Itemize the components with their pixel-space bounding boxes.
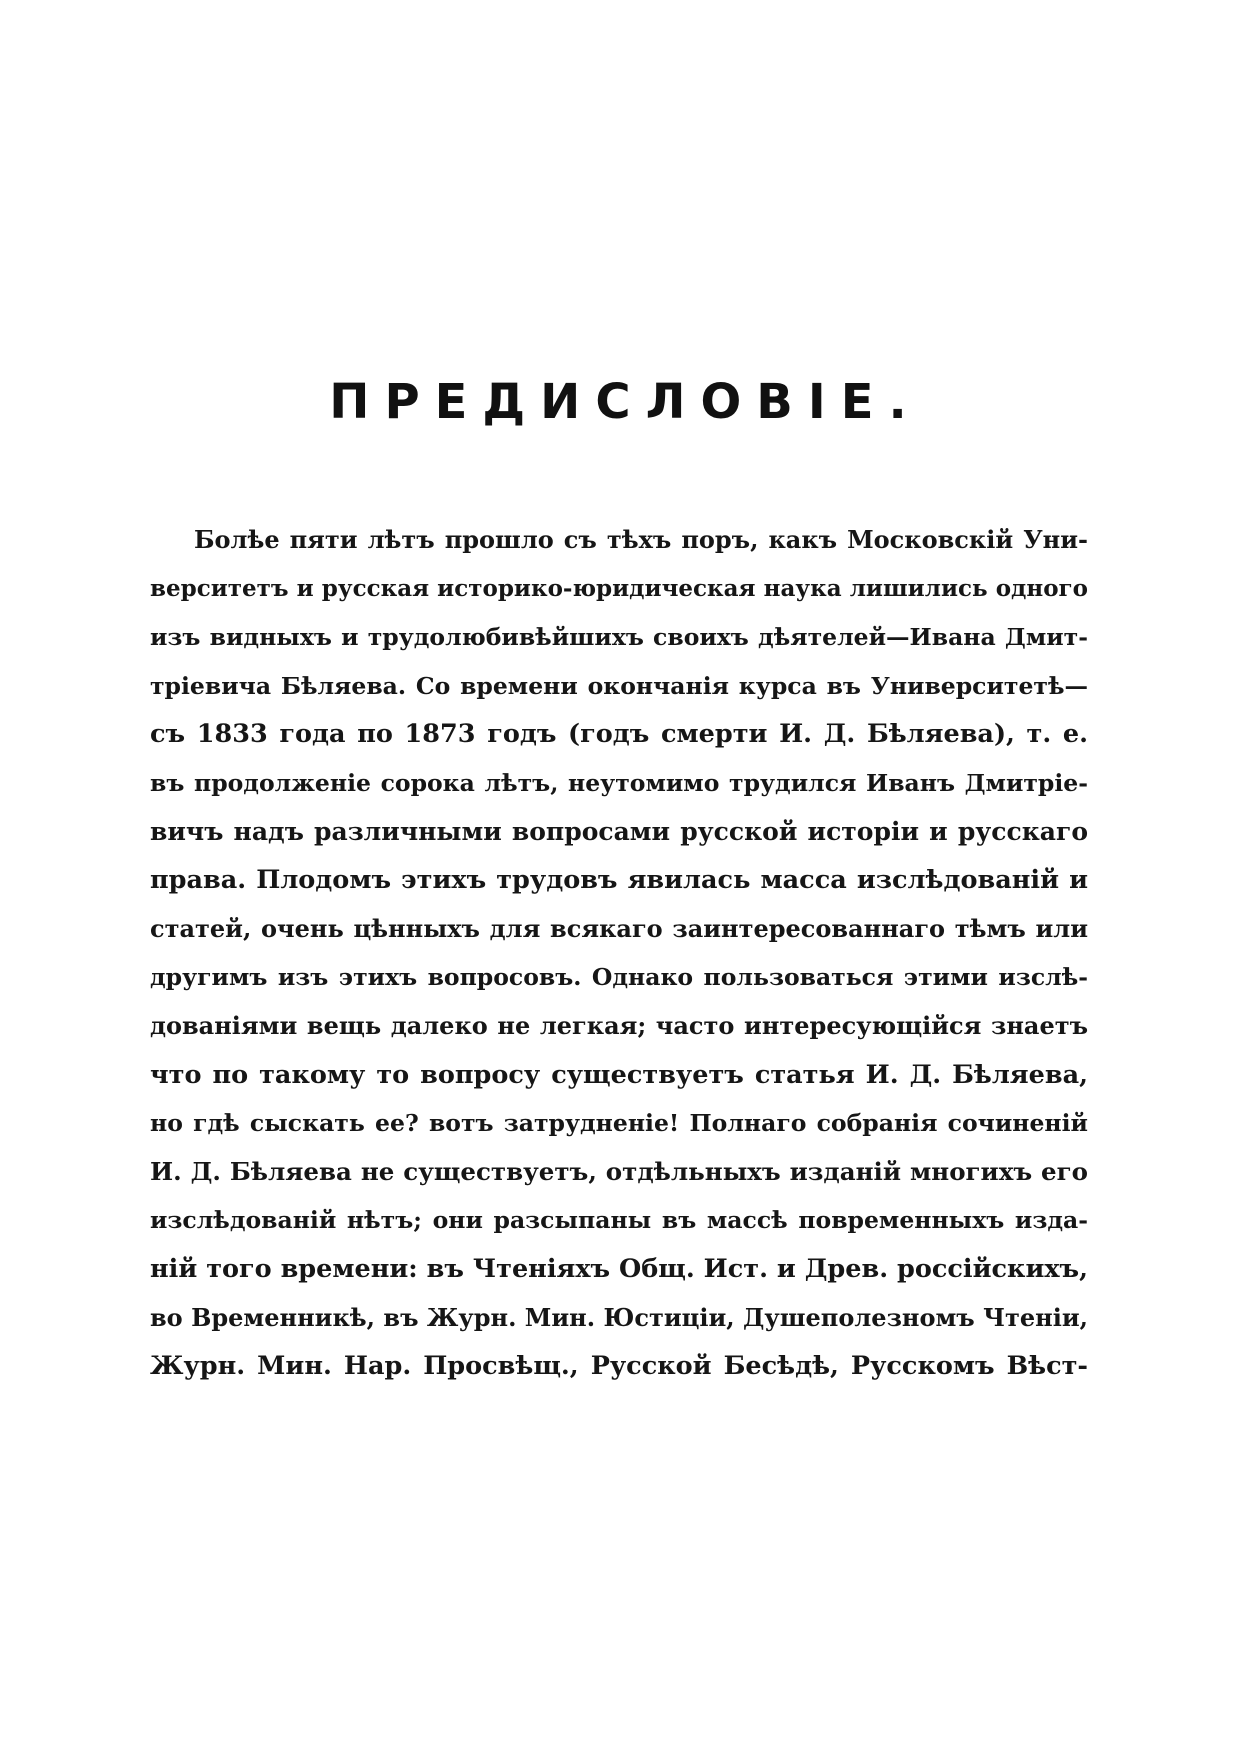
text-line: изъ видныхъ и трудолюбивѣйшихъ своихъ дѣятелей—Ивана Дмит- (150, 623, 1088, 652)
text-line: что по такому то вопросу существуетъ статья И. Д. Бѣляева, (150, 1059, 1088, 1090)
text-line: Болѣе пяти лѣтъ прошло съ тѣхъ поръ, какъ Московскій Уни- (194, 525, 1088, 554)
page-title: ПРЕДИСЛОВІЕ. (329, 374, 922, 430)
text-line: съ 1833 года по 1873 годъ (годъ смерти И. Д. Бѣляева), т. е. (150, 719, 1088, 750)
text-line: верситетъ и русская историко-юридическая наука лишились одного (150, 574, 1088, 602)
preface-body (150, 516, 1088, 1391)
text-line: дованіями вещь далеко не легкая; часто интересующійся знаетъ (150, 1010, 1088, 1040)
text-line: во Временникѣ, въ Журн. Мин. Юстиціи, Душеполезномъ Чтеніи, (150, 1302, 1088, 1332)
text-line: въ продолженіе сорока лѣтъ, неутомимо трудился Иванъ Дмитріе- (150, 768, 1088, 797)
text-line: ній того времени: въ Чтеніяхъ Общ. Ист. и Древ. россійскихъ, (150, 1253, 1088, 1284)
text-line: права. Плодомъ этихъ трудовъ явилась масса изслѣдованій и (150, 865, 1088, 896)
text-line: изслѣдованій нѣтъ; они разсыпаны въ массѣ повременныхъ изда- (150, 1206, 1088, 1235)
text-line: вичъ надъ различными вопросами русской исторіи и русскаго (150, 816, 1088, 846)
text-line: статей, очень цѣнныхъ для всякаго заинтересованнаго тѣмъ или (150, 913, 1088, 943)
text-line: Журн. Мин. Нар. Просвѣщ., Русской Бесѣдѣ, Русскомъ Вѣст- (150, 1351, 1088, 1382)
text-line: тріевича Бѣляева. Со времени окончанія курса въ Университетѣ— (150, 671, 1088, 700)
text-line: но гдѣ сыскать ее? вотъ затрудненіе! Полнаго собранія сочиненій (150, 1109, 1088, 1138)
text-line: И. Д. Бѣляева не существуетъ, отдѣльныхъ изданій многихъ его (150, 1156, 1088, 1186)
text-line: другимъ изъ этихъ вопросовъ. Однако пользоваться этими изслѣ- (150, 963, 1088, 992)
